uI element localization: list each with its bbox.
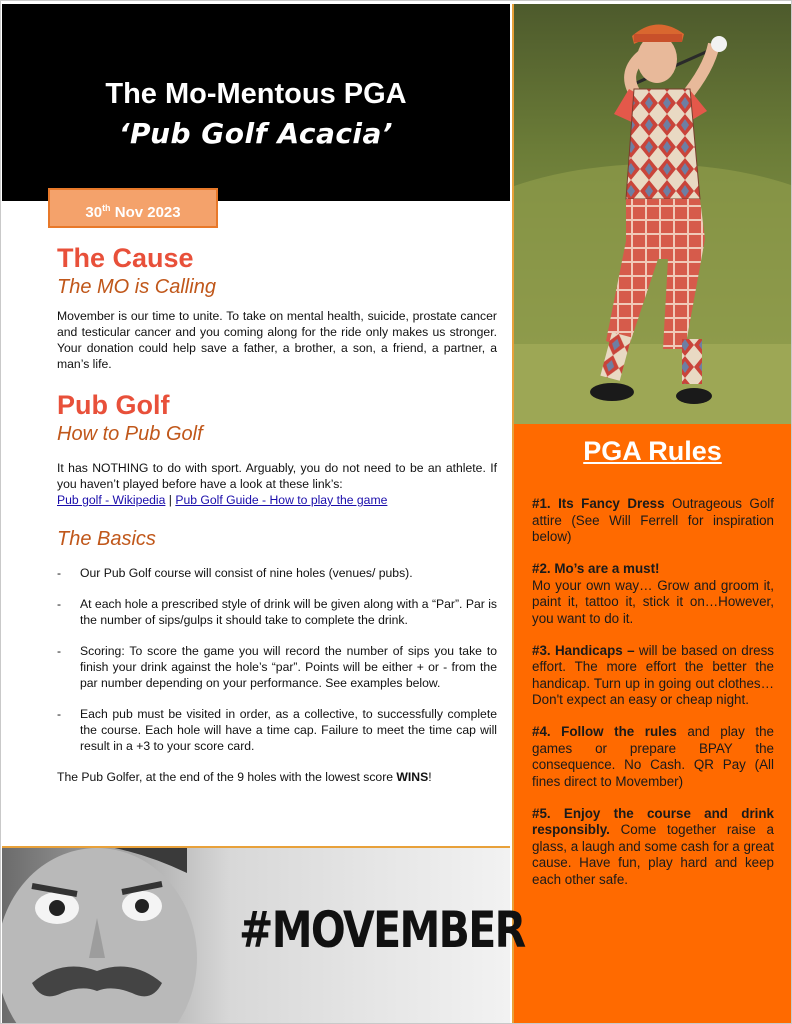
rule-item: [532, 561, 774, 627]
rule-text: Come together raise a glass, a laugh and some cash for a great cause. Have fun, play hard and keep each other safe.: [532, 822, 774, 887]
rule-item: [532, 643, 774, 709]
closing-end: !: [428, 770, 432, 784]
basics-list: [57, 565, 497, 754]
list-item-text: At each hole a prescribed style of drink will be given along with a “Par”. Par is the number of sips/gulps it should take to complete the drink.: [80, 597, 497, 627]
header-banner: [2, 4, 510, 201]
guide-link[interactable]: Pub Golf Guide - How to play the game: [175, 493, 388, 507]
pubgolf-intro: [57, 460, 497, 508]
rule-heading: #1. Its Fancy Dress: [532, 496, 665, 511]
wikipedia-link[interactable]: Pub golf - Wikipedia: [57, 493, 166, 507]
list-item: - Our Pub Golf course will consist of nine holes (venues/ pubs).: [57, 566, 413, 580]
pubgolf-title: Pub Golf: [57, 390, 170, 420]
pubgolf-intro-text: It has NOTHING to do with sport. Arguably, you do not need to be an athlete. If you haven’t played before have a look at these link’s:: [57, 461, 497, 491]
golfer-photo: [512, 4, 791, 424]
basics-title: The Basics: [57, 528, 156, 550]
date-badge: [48, 188, 218, 228]
rule-heading: #2. Mo’s are a must!: [532, 561, 660, 576]
list-item-text: Each pub must be visited in order, as a collective, to successfully complete the course. Each hole will have a time cap. Failure to meet the time cap will result in a +3 to your score card.: [80, 707, 497, 753]
rule-heading: #4. Follow the rules: [532, 724, 677, 739]
closing-text: The Pub Golfer, at the end of the 9 holes with the lowest score: [57, 770, 397, 784]
date-suffix: th: [102, 203, 111, 213]
movember-hashtag: #MOVEMBER: [239, 901, 525, 959]
rule-item: [532, 496, 774, 546]
event-subtitle: ‘Pub Golf Acacia’: [118, 117, 394, 150]
rule-item: [532, 724, 774, 790]
rules-panel: [512, 424, 791, 1024]
rule-heading: #3. Handicaps –: [532, 642, 635, 658]
rules-title: PGA Rules: [583, 436, 722, 466]
closing-line: [57, 769, 497, 785]
rule-text: Mo your own way… Grow and groom it, paint it, tattoo it, stick it on…However, you want to do it.: [532, 577, 774, 626]
cause-title: The Cause: [57, 243, 194, 273]
date-month-year: Nov 2023: [110, 204, 181, 221]
date-day: 30: [85, 204, 103, 221]
rules-list: [532, 496, 774, 904]
list-item: - Each pub must be visited in order, as a collective, to successfully complete the course. Each hole will have a time cap. Failure to meet the time cap will result in a +3 to your score card.: [57, 707, 497, 753]
rule-item: [532, 806, 774, 889]
link-separator: |: [165, 493, 176, 507]
closing-bold: WINS: [396, 770, 429, 784]
cause-body: Movember is our time to unite. To take on mental health, suicide, prostate cancer and testicular cancer and you coming along for the ride only makes us stronger. Your donation could help save a father, a brother, a son, a friend, a partner, a man’s life.: [57, 309, 497, 371]
list-item-text: Scoring: To score the game you will record the number of sips you take to finish your drink against the hole’s “par”. Points will be either + or - from the par number depending on your performance. See examples below.: [80, 644, 497, 690]
rule-text: Outrageous Golf attire (See Will Ferrell for inspiration below): [532, 496, 774, 544]
pubgolf-subtitle: How to Pub Golf: [57, 423, 203, 445]
list-item-text: Our Pub Golf course will consist of nine holes (venues/ pubs).: [80, 566, 413, 580]
event-title: The Mo-Mentous PGA: [105, 78, 407, 110]
main-content: [57, 241, 497, 785]
rule-heading: #5. Enjoy the course and drink responsibly.: [532, 805, 774, 837]
list-item: - Scoring: To score the game you will record the number of sips you take to finish your drink against the hole’s “par”. Points will be either + or - from the par number depending on your performance. See examples below.: [57, 644, 497, 690]
cause-subtitle: The MO is Calling: [57, 276, 216, 298]
rule-text: will be based on dress effort. The more effort the better the handicap. Turn up in going out clothes… Don't expect an easy or cheap night.: [532, 642, 774, 707]
list-item: - At each hole a prescribed style of drink will be given along with a “Par”. Par is the number of sips/gulps it should take to complete the drink.: [57, 597, 497, 627]
rule-text: and play the games or prepare BPAY the consequence. No Cash. QR Pay (All fines direct to Movember): [532, 724, 775, 789]
